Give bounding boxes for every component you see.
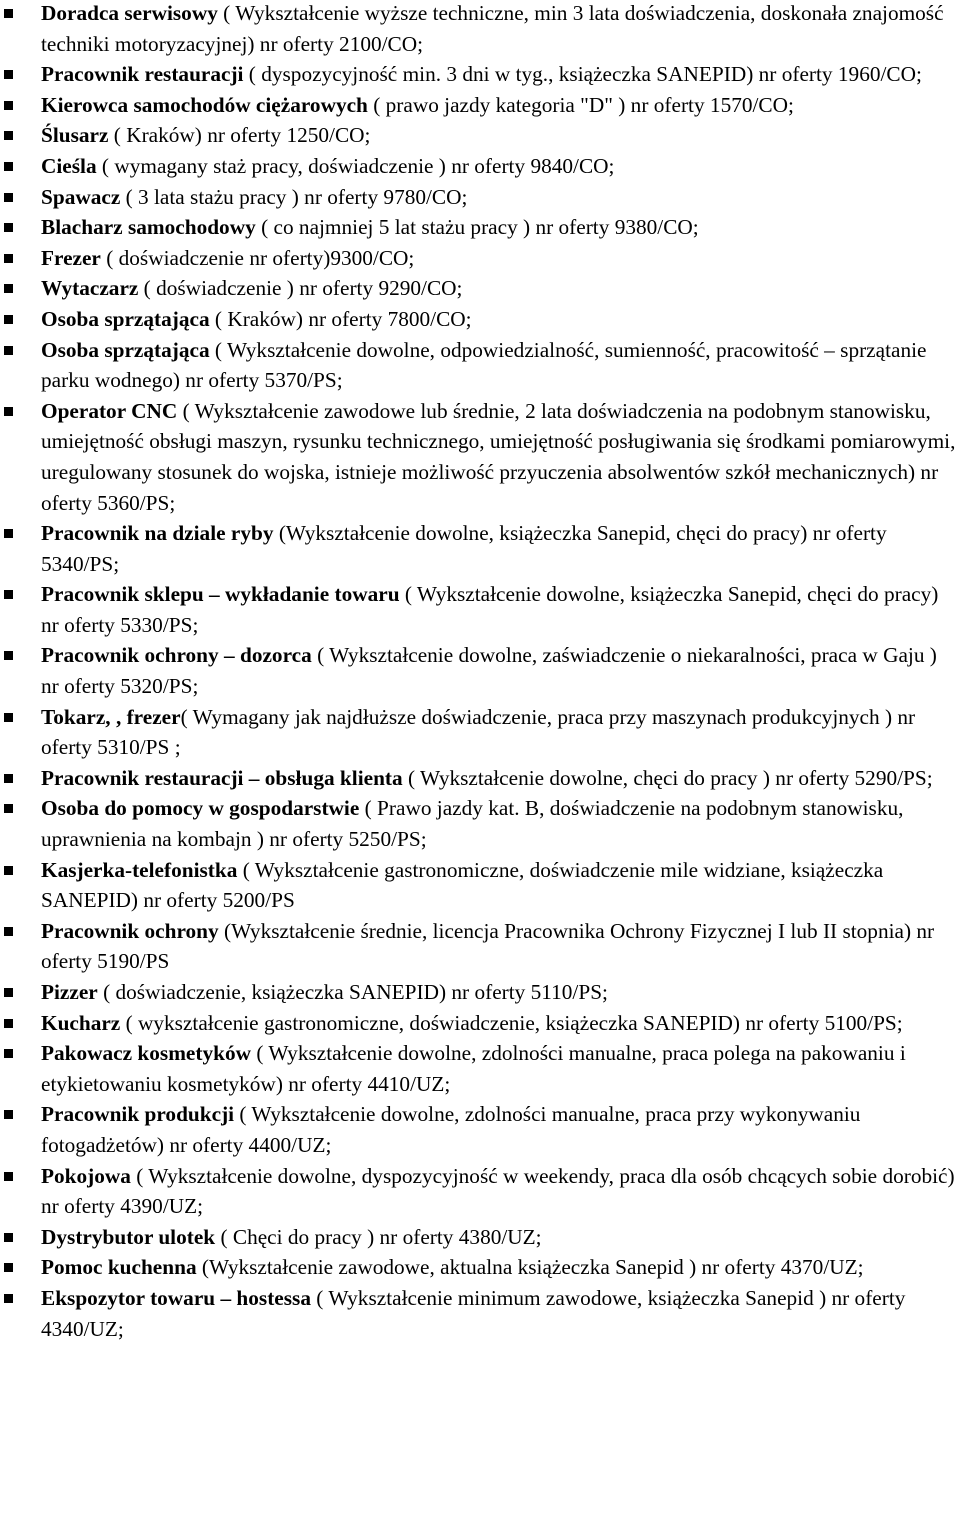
job-offer-item [0,793,960,854]
square-bullet-icon [4,1019,13,1028]
job-title: Osoba do pomocy w gospodarstwie [41,796,360,821]
job-details: ( Wykształcenie gastronomiczne, doświadczenie mile widziane, książeczka SANEPID) nr oferty 5200/PS [41,857,884,913]
job-details: ( Wykształcenie dowolne, odpowiedzialność, sumienność, pracowitość – sprzątanie parku wodnego) nr oferty 5370/PS; [41,337,927,393]
job-title: Ekspozytor towaru – hostessa [41,1285,311,1310]
job-offer-item [0,1008,960,1039]
job-title: Ślusarz [41,123,109,148]
job-details: ( prawo jazdy kategoria "D" ) nr oferty 1570/CO; [367,92,794,117]
square-bullet-icon [4,1049,13,1058]
job-title: Pakowacz kosmetyków [41,1041,251,1066]
job-details: ( Prawo jazdy kat. B, doświadczenie na podobnym stanowisku, uprawnienia na kombajn ) nr oferty 5250/PS; [41,796,904,852]
job-title: Osoba sprzątająca [41,306,210,331]
job-details: ( 3 lata stażu pracy ) nr oferty 9780/CO; [120,184,468,209]
job-details: ( wymagany staż pracy, doświadczenie ) nr oferty 9840/CO; [96,153,615,178]
job-offer-item [0,1222,960,1253]
job-offer-item [0,90,960,121]
job-details: ( co najmniej 5 lat stażu pracy ) nr oferty 9380/CO; [255,215,699,240]
square-bullet-icon [4,988,13,997]
job-title: Wytaczarz [41,276,139,301]
job-title: Pracownik sklepu – wykładanie towaru [41,582,400,607]
job-offer-item [0,579,960,640]
square-bullet-icon [4,193,13,202]
job-details: ( Wykształcenie dowolne, zaświadczenie o niekaralności, praca w Gaju ) nr oferty 5320/PS; [41,643,937,699]
square-bullet-icon [4,131,13,140]
square-bullet-icon [4,651,13,660]
job-offer-item [0,1252,960,1283]
job-title: Kasjerka-telefonistka [41,857,238,882]
job-details: ( Chęci do pracy ) nr oferty 4380/UZ; [215,1224,542,1249]
job-details: (Wykształcenie średnie, licencja Pracownika Ochrony Fizycznej I lub II stopnia) nr oferty 5190/PS [41,918,935,974]
job-offer-item [0,396,960,518]
job-details: ( dyspozycyjność min. 3 dni w tyg., książeczka SANEPID) nr oferty 1960/CO; [243,62,922,87]
job-title: Blacharz samochodowy [41,215,256,240]
square-bullet-icon [4,590,13,599]
square-bullet-icon [4,529,13,538]
square-bullet-icon [4,101,13,110]
job-details: ( Wykształcenie dowolne, dyspozycyjność w weekendy, praca dla osób chcących sobie dorobić) nr oferty 4390/UZ; [41,1163,955,1219]
job-details: ( Kraków) nr oferty 7800/CO; [209,306,472,331]
job-offer-item [0,640,960,701]
job-offer-item [0,763,960,794]
job-offer-item [0,243,960,274]
job-title: Operator CNC [41,398,178,423]
square-bullet-icon [4,774,13,783]
job-offer-item [0,120,960,151]
job-offer-item [0,335,960,396]
job-title: Pracownik restauracji – obsługa klienta [41,765,403,790]
job-title: Cieśla [41,153,97,178]
square-bullet-icon [4,1263,13,1272]
square-bullet-icon [4,346,13,355]
job-offer-item [0,1099,960,1160]
job-offer-item [0,855,960,916]
job-title: Kierowca samochodów ciężarowych [41,92,368,117]
job-details: ( Wykształcenie minimum zawodowe, książeczka Sanepid ) nr oferty 4340/UZ; [41,1285,906,1341]
job-title: Pracownik ochrony [41,918,219,943]
job-offer-item [0,212,960,243]
job-offer-item [0,702,960,763]
job-title: Pomoc kuchenna [41,1255,197,1280]
job-offer-item [0,151,960,182]
square-bullet-icon [4,70,13,79]
job-offer-item [0,182,960,213]
job-details: ( Wykształcenie wyższe techniczne, min 3 lata doświadczenia, doskonała znajomość techniki motoryzacyjnej) nr oferty 2100/CO; [41,1,944,56]
job-offer-item [0,1161,960,1222]
square-bullet-icon [4,804,13,813]
square-bullet-icon [4,162,13,171]
square-bullet-icon [4,284,13,293]
square-bullet-icon [4,9,13,18]
job-title: Pracownik restauracji [41,62,244,87]
job-title: Dystrybutor ulotek [41,1224,216,1249]
job-details: ( doświadczenie ) nr oferty 9290/CO; [138,276,463,301]
job-title: Doradca serwisowy [41,1,218,25]
job-offer-item [0,518,960,579]
square-bullet-icon [4,927,13,936]
job-title: Pracownik ochrony – dozorca [41,643,312,668]
job-title: Tokarz, , frezer [41,704,181,729]
job-details: ( Wykształcenie dowolne, książeczka Sanepid, chęci do pracy) nr oferty 5330/PS; [41,582,939,637]
square-bullet-icon [4,1172,13,1181]
job-details: ( wykształcenie gastronomiczne, doświadczenie, książeczka SANEPID) nr oferty 5100/PS; [120,1010,903,1035]
job-title: Pokojowa [41,1163,131,1188]
job-offer-item [0,0,960,59]
job-details: (Wykształcenie dowolne, książeczka Sanepid, chęci do pracy) nr oferty 5340/PS; [41,521,887,576]
square-bullet-icon [4,254,13,263]
job-offer-item [0,59,960,90]
job-details: ( Wymagany jak najdłuższe doświadczenie, praca przy maszynach produkcyjnych ) nr oferty 5310/PS ; [41,704,916,760]
job-details: ( Kraków) nr oferty 1250/CO; [108,123,371,148]
job-title: Osoba sprzątająca [41,337,210,362]
job-offer-item [0,1038,960,1099]
job-details: ( Wykształcenie zawodowe lub średnie, 2 lata doświadczenia na podobnym stanowisku, umiejętność obsługi maszyn, rysunku technicznego, umiejętność posługiwania się środkami pomiarowymi, uregulowany stosunek do wojska, istnieje możliwość przyuczenia absolwentów szkół mechanicznych) nr oferty 5360/PS; [41,398,956,515]
job-title: Pizzer [41,980,98,1004]
job-offer-item [0,273,960,304]
job-offer-item [0,1283,960,1344]
job-title: Kucharz [41,1010,121,1035]
job-details: ( Wykształcenie dowolne, zdolności manualne, praca polega na pakowaniu i etykietowaniu kosmetyków) nr oferty 4410/UZ; [41,1041,906,1096]
square-bullet-icon [4,1110,13,1119]
square-bullet-icon [4,1294,13,1303]
square-bullet-icon [4,713,13,722]
job-details: ( doświadczenie nr oferty)9300/CO; [100,245,415,270]
job-offer-item [0,977,960,1008]
job-title: Frezer [41,245,101,270]
square-bullet-icon [4,315,13,324]
job-title: Pracownik na dziale ryby [41,521,274,546]
square-bullet-icon [4,1233,13,1242]
job-title: Spawacz [41,184,121,209]
square-bullet-icon [4,223,13,232]
job-details: ( Wykształcenie dowolne, chęci do pracy ) nr oferty 5290/PS; [402,765,933,790]
job-title: Pracownik produkcji [41,1102,235,1127]
job-details: ( Wykształcenie dowolne, zdolności manualne, praca przy wykonywaniu fotogadżetów) nr oferty 4400/UZ; [41,1102,861,1157]
square-bullet-icon [4,407,13,416]
job-details: (Wykształcenie zawodowe, aktualna książeczka Sanepid ) nr oferty 4370/UZ; [196,1255,864,1280]
job-offer-item [0,916,960,977]
job-offer-item [0,304,960,335]
square-bullet-icon [4,866,13,875]
job-details: ( doświadczenie, książeczka SANEPID) nr oferty 5110/PS; [97,980,608,1004]
